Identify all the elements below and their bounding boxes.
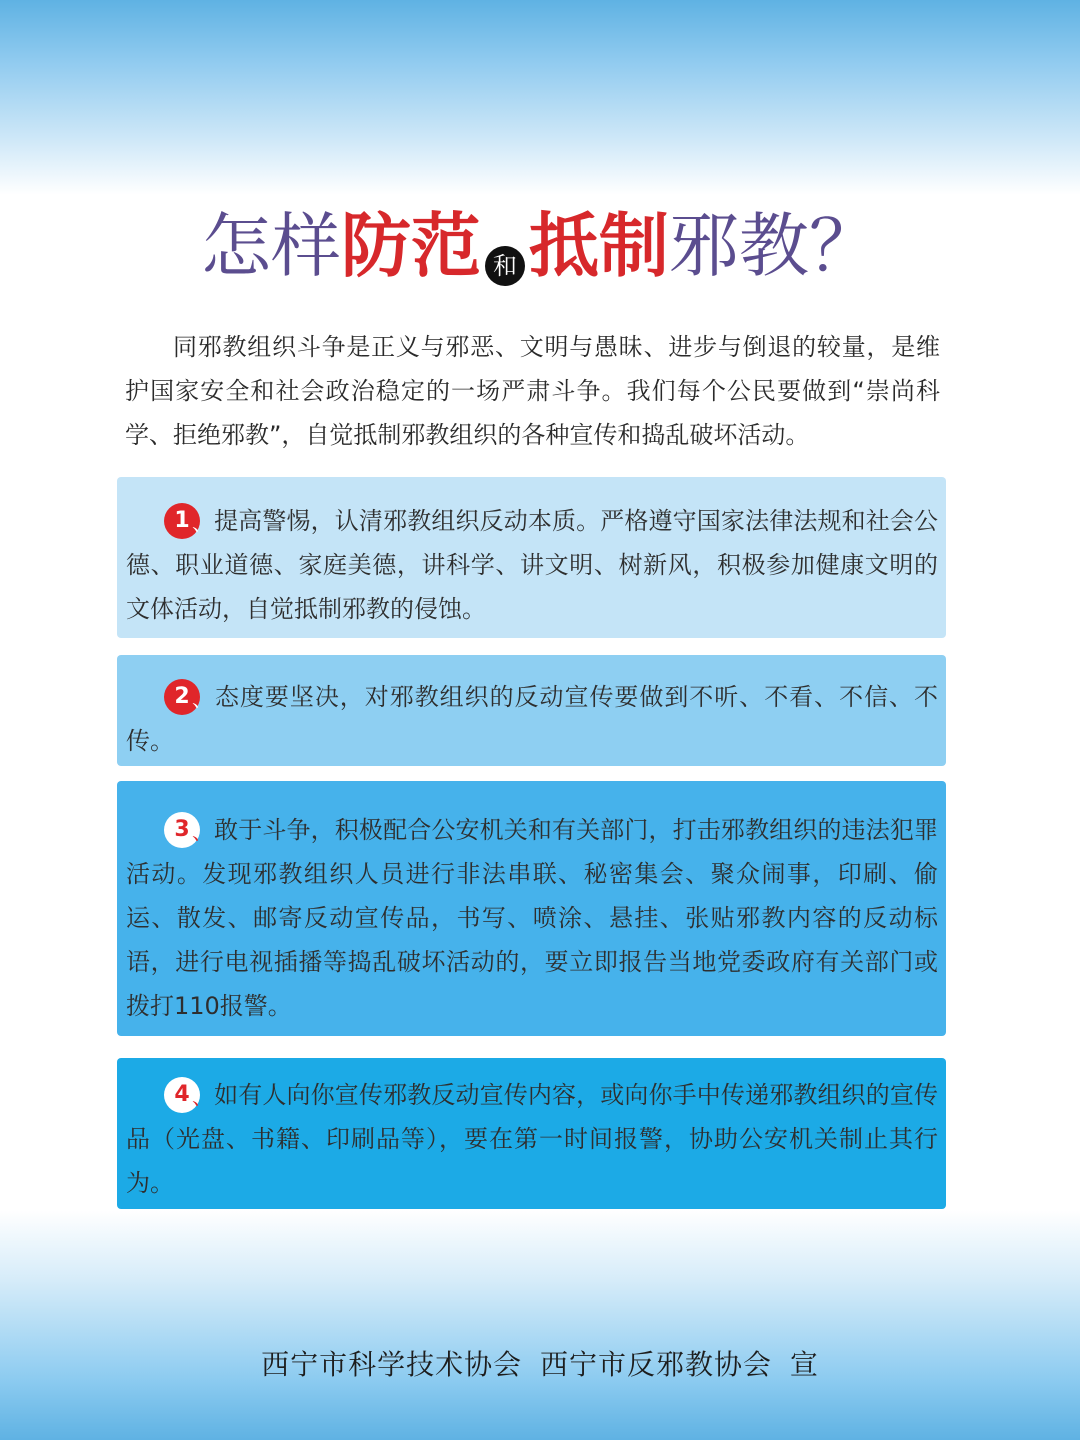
tip-text-2: 态度要坚决，对邪教组织的反动宣传要做到不听、不看、不信、不传。 [126,683,938,755]
number-badge-1: 1 、 [164,503,200,539]
number-badge-4: 4 、 [164,1077,200,1113]
title-connector-badge: 和 [485,246,525,286]
tip-card-2 [117,655,946,766]
tip-text-3: 敢于斗争，积极配合公安机关和有关部门，打击邪教组织的违法犯罪活动。发现邪教组织人员进行非法串联、秘密集会、聚众闹事，印刷、偷运、散发、邮寄反动宣传品，书写、喷涂、悬挂、张贴邪教内容的反动标语，进行电视插播等捣乱破坏活动的，要立即报告当地党委政府有关部门或拨打110报警。 [126,816,938,1020]
title-part-prevent: 防范 [341,205,481,287]
footer-suffix: 宣 [789,1348,819,1381]
title-part-resist: 抵制 [529,205,669,287]
footer-org-anti-cult-association: 西宁市反邪教协会 [539,1348,772,1381]
footer-credits [0,1345,1080,1385]
tip-card-4 [117,1058,946,1209]
tip-card-1 [117,477,946,638]
intro-paragraph: 同邪教组织斗争是正义与邪恶、文明与愚昧、进步与倒退的较量，是维护国家安全和社会政治稳定的一场严肃斗争。我们每个公民要做到“崇尚科学、拒绝邪教”，自觉抵制邪教组织的各种宣传和捣乱破坏活动。 [125,333,940,449]
number-badge-2: 2 、 [164,679,200,715]
tip-text-1: 提高警惕，认清邪教组织反动本质。严格遵守国家法律法规和社会公德、职业道德、家庭美德，讲科学、讲文明、树新风，积极参加健康文明的文体活动，自觉抵制邪教的侵蚀。 [126,507,938,623]
title-part-how: 怎样 [201,205,341,287]
tip-card-3 [117,781,946,1036]
number-badge-3: 3 、 [164,812,200,848]
title-part-cult: 邪教？ [669,205,879,287]
footer-org-science-association: 西宁市科学技术协会 [261,1348,523,1381]
poster-title [0,198,1080,294]
tip-text-4: 如有人向你宣传邪教反动宣传内容，或向你手中传递邪教组织的宣传品（光盘、书籍、印刷品等），要在第一时间报警，协助公安机关制止其行为。 [126,1081,938,1197]
